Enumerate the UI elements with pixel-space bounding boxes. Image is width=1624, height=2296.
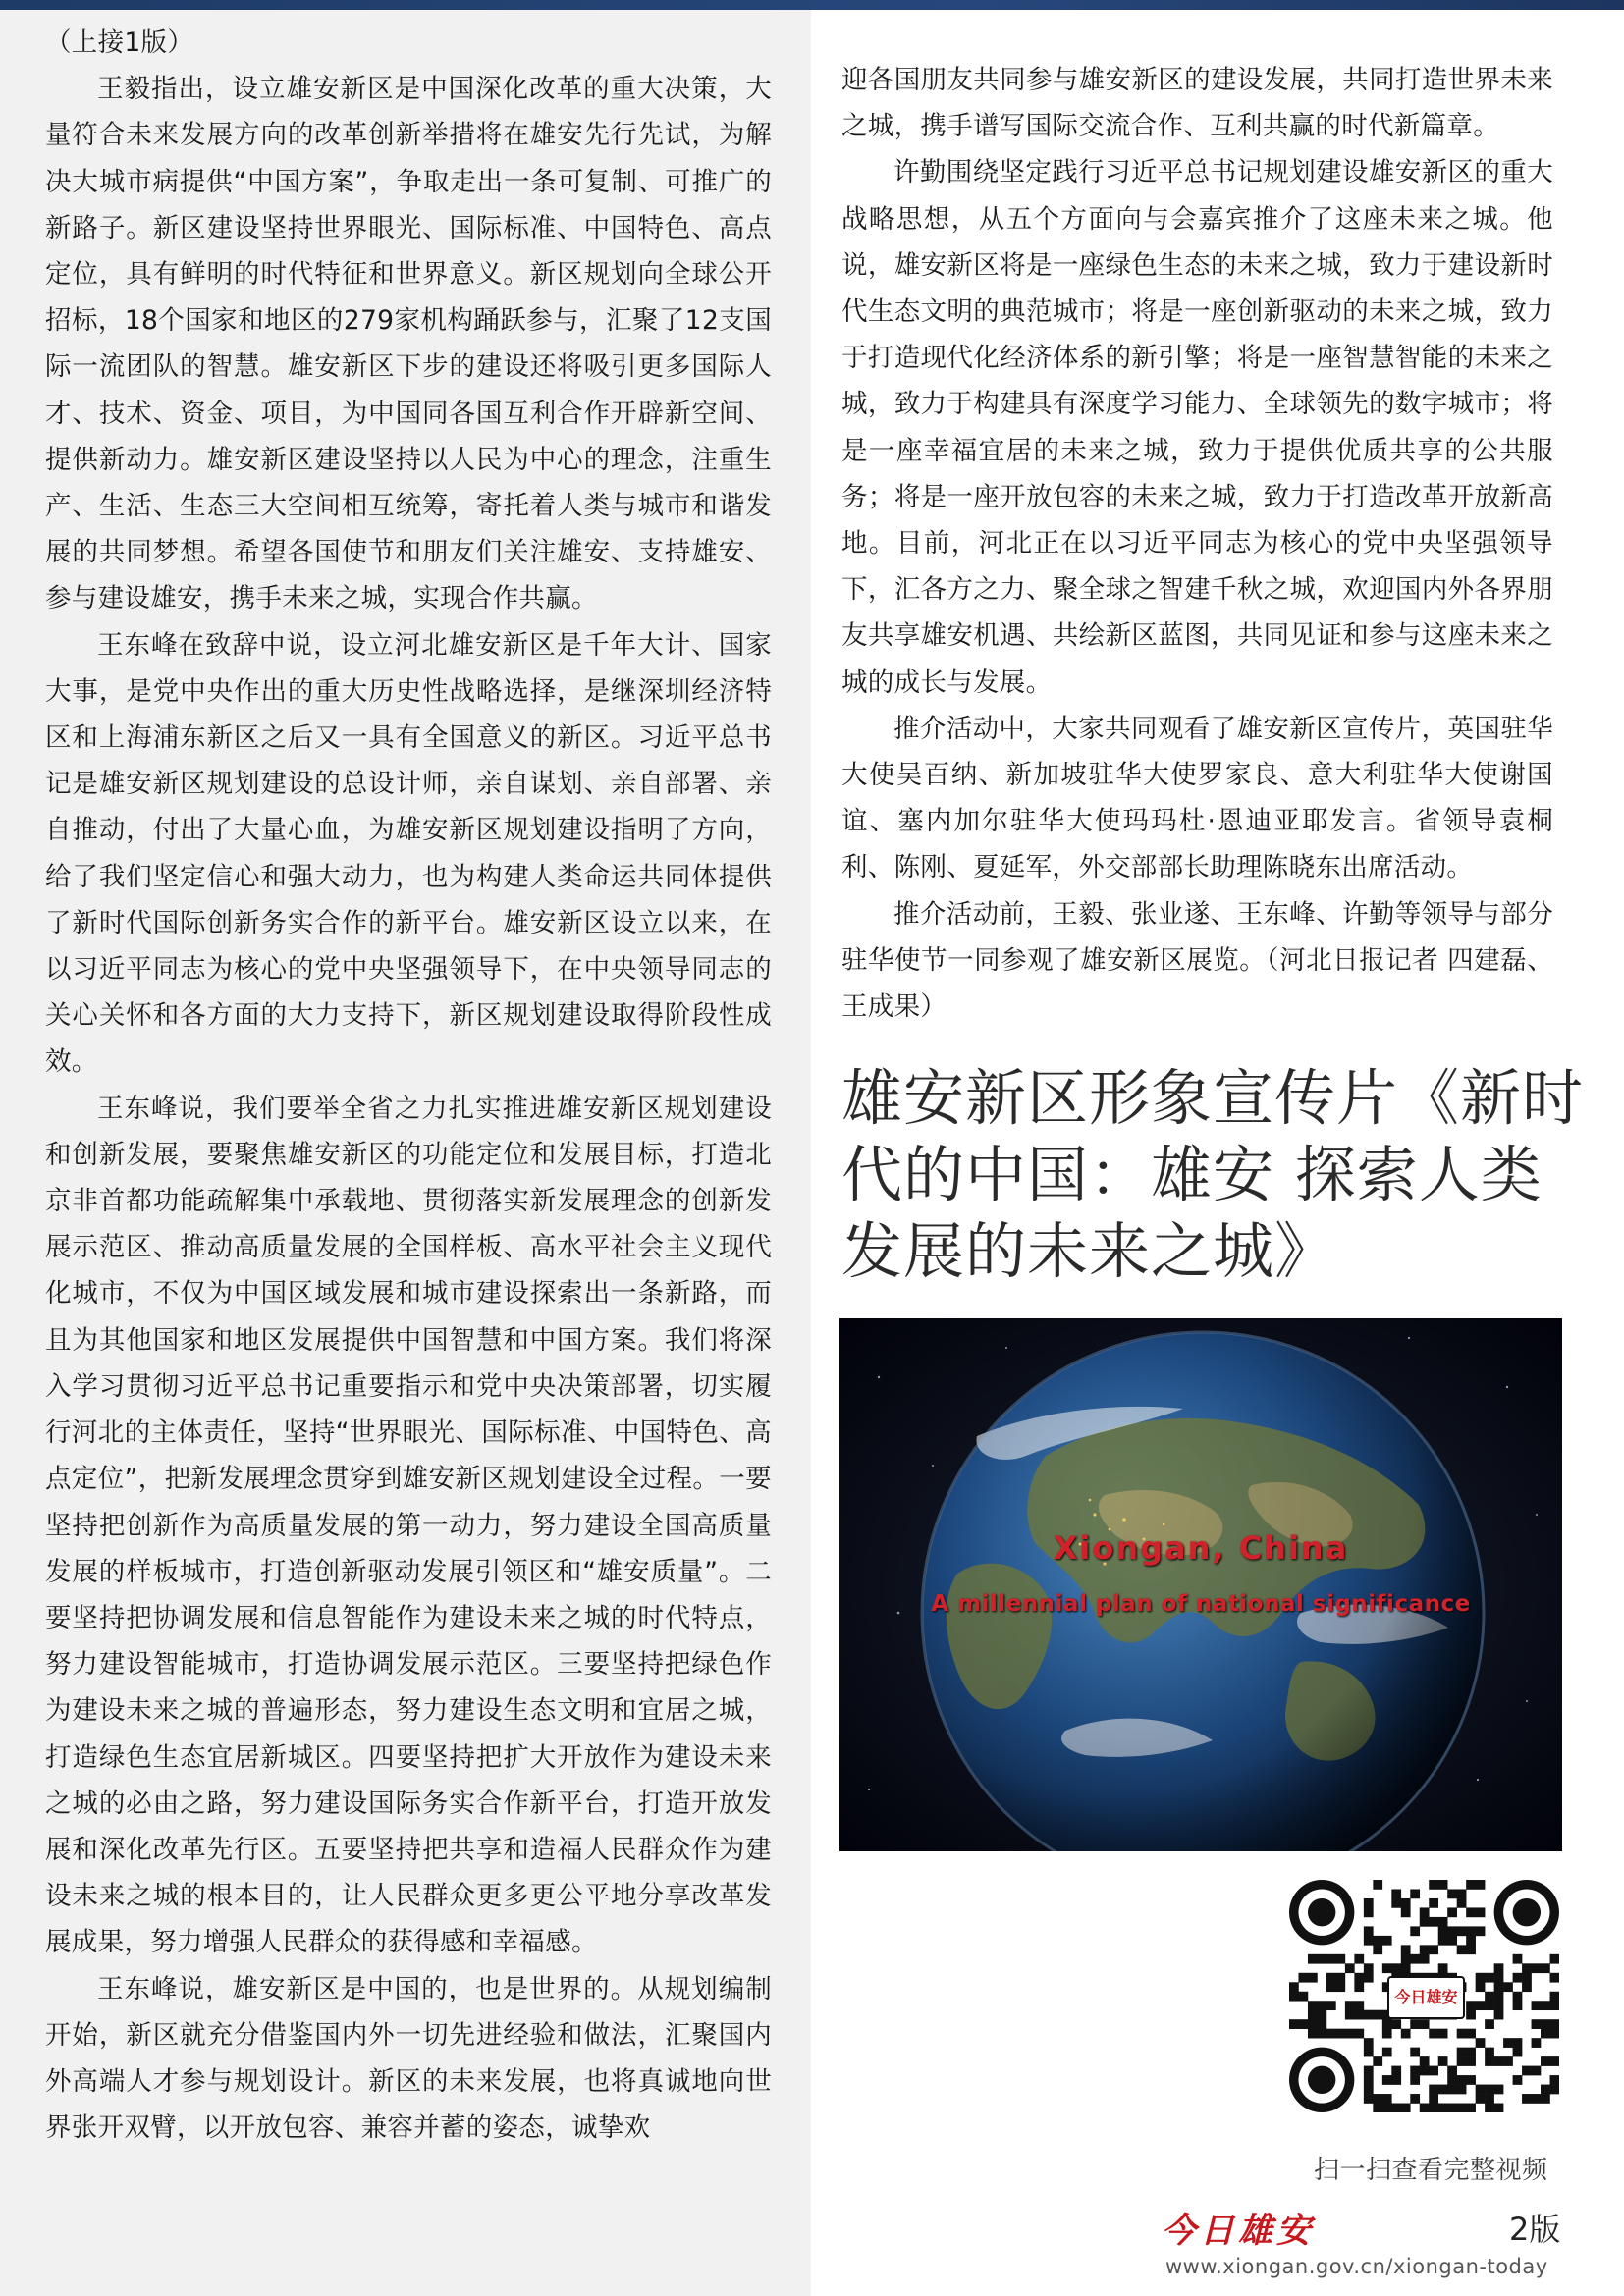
qr-caption: 扫一扫查看完整视频	[1314, 2156, 1548, 2185]
video-headline: 雄安新区形象宣传片《新时代的中国：雄安 探索人类发展的未来之城》	[841, 1062, 1585, 1287]
left-article-column	[45, 20, 772, 2151]
site-url[interactable]: www.xiongan.gov.cn/xiongan-today	[1165, 2255, 1548, 2278]
qr-center-logo: 今日雄安	[1387, 1976, 1465, 2019]
video-title-overlay: Xiongan, China	[1053, 1529, 1349, 1567]
continued-note: （上接1版）	[45, 27, 194, 58]
video-thumbnail[interactable]	[839, 1318, 1562, 1851]
paragraph-wangdongfeng-world: 王东峰说，雄安新区是中国的，也是世界的。从规划编制开始，新区就充分借鉴国内外一切先进经验和做法，汇聚国内外高端人才参与规划设计。新区的未来发展，也将真诚地向世界张开双臂，以开放包容、兼容并蓄的姿态，诚挚欢	[45, 1973, 772, 2144]
brand-logo: 今日雄安	[1162, 2211, 1316, 2251]
paragraph-wangyi: 王毅指出，设立雄安新区是中国深化改革的重大决策，大量符合未来发展方向的改革创新举措将在雄安先行先试，为解决大城市病提供“中国方案”，争取走出一条可复制、可推广的新路子。新区建设坚持世界眼光、国际标准、中国特色、高点定位，具有鲜明的时代特征和世界意义。新区规划向全球公开招标，18个国家和地区的279家机构踊跃参与，汇聚了12支国际一流团队的智慧。雄安新区下步的建设还将吸引更多国际人才、技术、资金、项目，为中国同各国互利合作开辟新空间、提供新动力。雄安新区建设坚持以人民为中心的理念，注重生产、生活、生态三大空间相互统筹，寄托着人类与城市和谐发展的共同梦想。希望各国使节和朋友们关注雄安、支持雄安、参与建设雄安，携手未来之城，实现合作共赢。	[45, 74, 772, 614]
qr-code[interactable]	[1289, 1880, 1559, 2112]
paragraph-promotion-event: 推介活动中，大家共同观看了雄安新区宣传片，英国驻华大使吴百纳、新加坡驻华大使罗家良、意大利驻华大使谢国谊、塞内加尔驻华大使玛玛杜·恩迪亚耶发言。省领导袁桐利、陈刚、夏延军，外交部部长助理陈晓东出席活动。	[841, 713, 1553, 883]
top-accent-bar	[0, 0, 1624, 10]
video-subtitle-overlay: A millennial plan of national significance	[931, 1591, 1471, 1617]
paragraph-xuqin: 许勤围绕坚定践行习近平总书记规划建设雄安新区的重大战略思想，从五个方面向与会嘉宾推介了这座未来之城。他说，雄安新区将是一座绿色生态的未来之城，致力于建设新时代生态文明的典范城市；将是一座创新驱动的未来之城，致力于打造现代化经济体系的新引擎；将是一座智慧智能的未来之城，致力于构建具有深度学习能力、全球领先的数字城市；将是一座幸福宜居的未来之城，致力于提供优质共享的公共服务；将是一座开放包容的未来之城，致力于打造改革开放新高地。目前，河北正在以习近平同志为核心的党中央坚强领导下，汇各方之力、聚全球之智建千秋之城，欢迎国内外各界朋友共享雄安机遇、共绘新区蓝图，共同见证和参与这座未来之城的成长与发展。	[841, 157, 1553, 698]
page-number: 2版	[1509, 2211, 1561, 2248]
paragraph-wangdongfeng-plan: 王东峰说，我们要举全省之力扎实推进雄安新区规划建设和创新发展，要聚焦雄安新区的功能定位和发展目标，打造北京非首都功能疏解集中承载地、贯彻落实新发展理念的创新发展示范区、推动高质量发展的全国样板、高水平社会主义现代化城市，不仅为中国区域发展和城市建设探索出一条新路，而且为其他国家和地区发展提供中国智慧和中国方案。我们将深入学习贯彻习近平总书记重要指示和党中央决策部署，切实履行河北的主体责任，坚持“世界眼光、国际标准、中国特色、高点定位”，把新发展理念贯穿到雄安新区规划建设全过程。一要坚持把创新作为高质量发展的第一动力，努力建设全国高质量发展的样板城市，打造创新驱动发展引领区和“雄安质量”。二要坚持把协调发展和信息智能作为建设未来之城的时代特点，努力建设智能城市，打造协调发展示范区。三要坚持把绿色作为建设未来之城的普遍形态，努力建设生态文明和宜居之城，打造绿色生态宜居新城区。四要坚持把扩大开放作为建设未来之城的必由之路，努力建设国际务实合作新平台，打造开放发展和深化改革先行区。五要坚持把共享和造福人民群众作为建设未来之城的根本目的，让人民群众更多更公平地分享改革发展成果，努力增强人民群众的获得感和幸福感。	[45, 1093, 772, 1958]
right-article-column	[841, 57, 1553, 1030]
earth-globe-image	[839, 1318, 1562, 1851]
paragraph-continuation: 迎各国朋友共同参与雄安新区的建设发展，共同打造世界未来之城，携手谱写国际交流合作、互利共赢的时代新篇章。	[841, 65, 1553, 142]
paragraph-wangdongfeng-speech: 王东峰在致辞中说，设立河北雄安新区是千年大计、国家大事，是党中央作出的重大历史性战略选择，是继深圳经济特区和上海浦东新区之后又一具有全国意义的新区。习近平总书记是雄安新区规划建设的总设计师，亲自谋划、亲自部署、亲自推动，付出了大量心血，为雄安新区规划建设指明了方向，给了我们坚定信心和强大动力，也为构建人类命运共同体提供了新时代国际创新务实合作的新平台。雄安新区设立以来，在以习近平同志为核心的党中央坚强领导下，在中央领导同志的关心关怀和各方面的大力支持下，新区规划建设取得阶段性成效。	[45, 629, 772, 1078]
paragraph-exhibition-visit: 推介活动前，王毅、张业遂、王东峰、许勤等领导与部分驻华使节一同参观了雄安新区展览。（河北日报记者 四建磊、王成果）	[841, 898, 1553, 1023]
